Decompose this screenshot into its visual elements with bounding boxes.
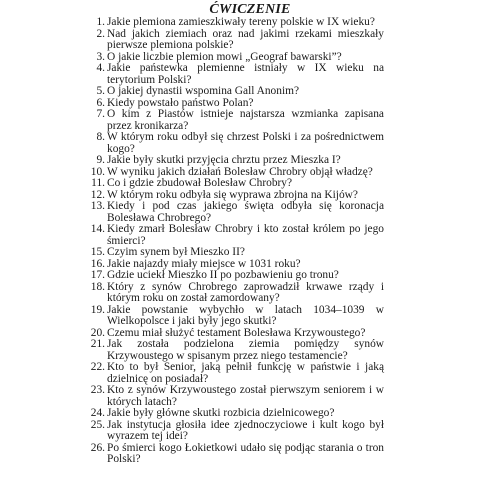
question-number: 5.	[96, 85, 105, 97]
question-item	[90, 269, 384, 282]
question-number: 3.	[96, 50, 105, 63]
question-number: 18.	[90, 280, 105, 293]
question-text: Co i gdzie zbudował Bolesław Chrobry?	[107, 177, 293, 189]
question-number: 13.	[90, 200, 105, 212]
question-text: Jakie powstanie wybychło w latach 1034–1039 w Wielkopolsce i jaki były jego skutki?	[107, 303, 384, 327]
question-text: Jakie były skutki przyjęcia chrztu przez Mieszka I?	[107, 154, 341, 166]
question-text: Jak została podzielona ziemia pomiędzy synów Krzywoustego w spisanym przez niego testamencie?	[107, 338, 384, 362]
question-text: Gdzie uciekł Mieszko II po pozbawieniu go tronu?	[107, 269, 339, 281]
question-text: Nad jakich ziemiach oraz nad jakimi rzekami mieszkały pierwsze plemiona polskie?	[107, 27, 384, 51]
question-text: O kim z Piastów istnieje najstarsza wzmianka zapisana przez kronikarza?	[107, 108, 384, 132]
question-item	[90, 223, 384, 247]
question-item	[90, 303, 384, 328]
question-item	[96, 85, 384, 98]
question-number: 11.	[91, 177, 105, 189]
question-text: O jakiej dynastii wspomina Gall Anonim?	[107, 85, 300, 97]
question-item	[91, 177, 384, 190]
question-item	[96, 16, 384, 29]
question-item	[96, 27, 384, 52]
question-text: W którym roku odbył się chrzest Polski i za pośrednictwem kogo?	[107, 131, 384, 155]
question-number: 16.	[90, 257, 105, 270]
question-number: 9.	[96, 154, 105, 166]
question-text: Kiedy zmarł Bolesław Chrobry i kto został królem po jego śmierci?	[107, 223, 384, 247]
question-item	[90, 200, 384, 224]
question-item	[96, 108, 384, 132]
question-text: Jakie były główne skutki rozbicia dzielnicowego?	[107, 407, 335, 419]
question-item	[90, 338, 384, 362]
question-text: W wyniku jakich działań Bolesław Chrobry objął władzę?	[107, 165, 373, 178]
question-list	[90, 16, 384, 466]
question-item	[96, 131, 384, 155]
question-number: 7.	[96, 108, 105, 120]
question-number: 15.	[90, 246, 105, 258]
question-text: Kto to był Senior, jaką pełnił funkcję w państwie i jaką dzielnicę on posiadał?	[107, 361, 384, 385]
question-number: 14.	[90, 223, 105, 235]
question-number: 4.	[96, 62, 105, 74]
question-text: Jakie plemiona zamieszkiwały tereny polskie w IX wieku?	[107, 16, 375, 28]
question-number: 21.	[90, 338, 105, 350]
question-number: 10.	[90, 165, 105, 178]
question-number: 25.	[90, 418, 105, 431]
question-item	[90, 407, 384, 420]
question-item	[96, 154, 384, 167]
question-number: 17.	[90, 269, 105, 281]
question-text: Kiedy powstało państwo Polan?	[107, 96, 254, 109]
question-text: Który z synów Chrobrego zaprowadził krwawe rządy i którym roku on został zamordowany?	[107, 280, 384, 304]
question-text: Czyim synem był Mieszko II?	[107, 246, 245, 258]
question-text: Jak instytucja głosiła idee zjednoczyciowe i kult kogo był wyrazem tej idei?	[107, 418, 384, 442]
question-number: 1.	[96, 16, 105, 28]
question-item	[90, 280, 384, 305]
question-text: Kiedy i pod czas jakiego święta odbyła się koronacja Bolesława Chrobrego?	[107, 200, 384, 224]
question-item	[90, 384, 384, 408]
question-item	[96, 62, 384, 86]
question-item	[90, 246, 384, 259]
question-text: O jakie liczbie plemion mowi „Geograf bawarski”?	[107, 50, 342, 63]
question-item	[90, 441, 384, 466]
question-number: 6.	[96, 96, 105, 109]
question-text: Jakie państewka plemienne istniały w IX wieku na terytorium Polski?	[107, 62, 384, 86]
question-number: 23.	[90, 384, 105, 396]
page-title: ĆWICZENIE	[209, 2, 291, 17]
question-number: 22.	[90, 361, 105, 373]
question-number: 12.	[90, 188, 105, 201]
question-number: 20.	[90, 326, 105, 339]
question-number: 8.	[96, 131, 105, 143]
question-number: 24.	[90, 407, 105, 419]
question-text: Jakie najazdy miały miejsce w 1031 roku?	[107, 257, 301, 270]
question-text: W którym roku odbyła się wyprawa zbrojna na Kijów?	[107, 188, 358, 201]
question-number: 26.	[90, 441, 105, 454]
question-number: 2.	[96, 27, 105, 40]
question-text: Po śmierci kogo Łokietkowi udało się podjąc starania o tron Polski?	[107, 441, 384, 465]
question-number: 19.	[90, 303, 105, 316]
question-text: Kto z synów Krzywoustego został pierwszym seniorem i w których latach?	[107, 384, 384, 408]
question-item	[90, 361, 384, 385]
question-text: Czemu miał służyć testament Bolesława Krzywoustego?	[107, 326, 366, 339]
question-item	[90, 418, 384, 443]
